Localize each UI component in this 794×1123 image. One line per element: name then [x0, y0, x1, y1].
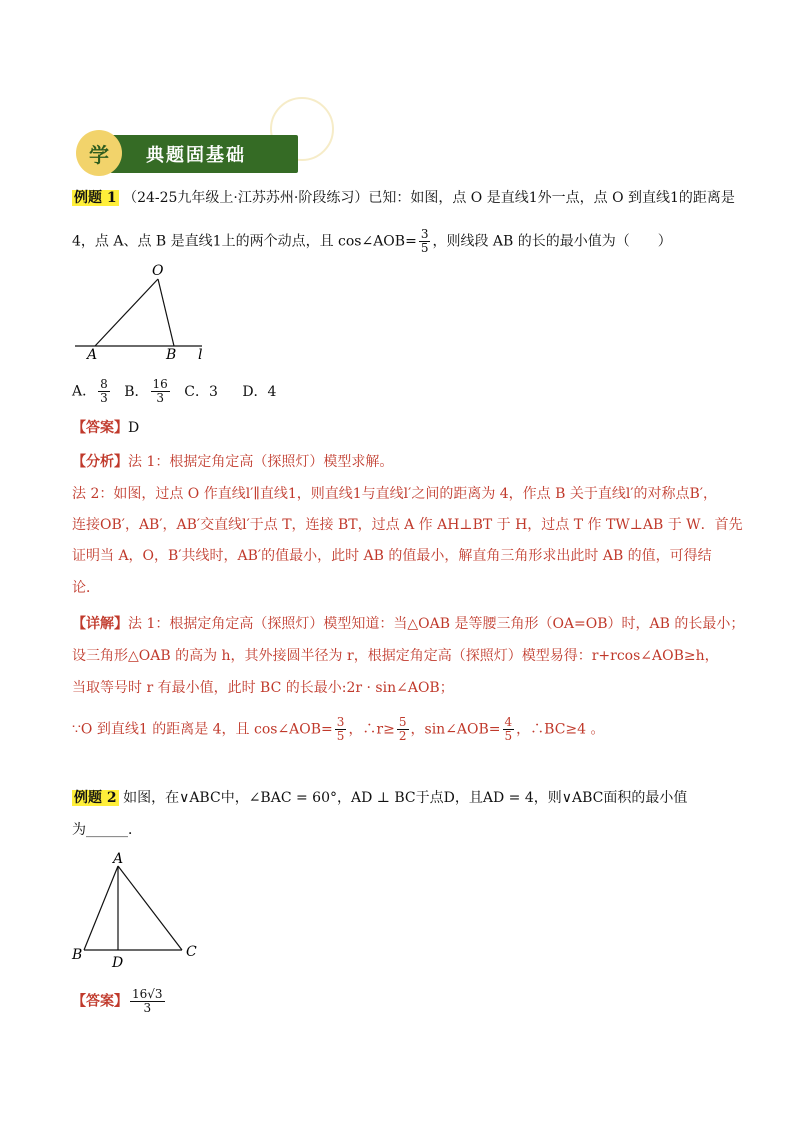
detail4-frac2 [397, 716, 409, 743]
ex1-figure [70, 262, 220, 362]
option-d: D．4 [242, 383, 277, 400]
analysis-label: 【分析】 [72, 454, 128, 470]
ex1-options [72, 378, 734, 405]
frac-num: 4 [504, 715, 513, 729]
label-B: B [72, 947, 83, 963]
label-A: A [87, 347, 98, 362]
ex1-source: （24-25九年级上·江苏苏州·阶段练习）已知：如图，点 O 是直线1外一点，点 O 到直线1的距离是 [123, 190, 735, 206]
answer-label: 【答案】 [72, 993, 128, 1010]
option-c: C．3 [184, 383, 218, 400]
frac-num: 5 [398, 715, 407, 729]
frac-den: 5 [336, 729, 345, 743]
ex1-question-line1 [72, 188, 734, 208]
ex1-analysis-5: 论． [72, 580, 100, 596]
frac-den: 5 [504, 729, 513, 743]
option-a-fraction [98, 378, 110, 405]
label-D: D [112, 955, 124, 971]
frac-den: 2 [398, 729, 407, 743]
label-l: l [198, 347, 203, 362]
detail4-c: ，sin∠AOB= [410, 721, 501, 738]
detail4-frac3 [503, 716, 515, 743]
detail4-frac1 [335, 716, 347, 743]
ex1-detail-1 [72, 614, 745, 634]
frac-den: 5 [420, 241, 429, 255]
ex1-line2-a: 4，点 A、点 B 是直线1上的两个动点，且 cos∠AOB= [72, 233, 417, 250]
segment-OB [158, 279, 174, 346]
detail4-a: ∵O 到直线1 的距离是 4，且 cos∠AOB= [72, 721, 333, 738]
ex1-tag: 例题 1 [74, 190, 117, 206]
ex1-line2-b: ，则线段 AB 的长的最小值为（ ） [432, 233, 672, 250]
section-badge-char: 学 [89, 142, 109, 167]
ex2-tag: 例题 2 [74, 790, 117, 806]
analysis-text: 法 1：根据定角定高（探照灯）模型求解。 [128, 454, 394, 470]
label-B: B [166, 347, 177, 362]
ex2-figure [68, 848, 208, 972]
ex1-analysis-1 [72, 452, 734, 472]
ex2-answer [72, 988, 734, 1015]
ex1-detail-4 [72, 716, 734, 743]
answer-fraction [130, 988, 165, 1015]
frac-den: 3 [156, 391, 164, 405]
detail4-b: ，∴r≥ [348, 721, 395, 738]
segment-OA [95, 279, 158, 346]
frac-den: 3 [100, 391, 108, 405]
option-b-fraction [151, 378, 170, 405]
detail-label: 【详解】 [72, 616, 128, 632]
ex1-detail-3: 当取等号时 r 有最小值，此时 BC 的长最小:2r · sin∠AOB； [72, 680, 454, 696]
segment-AB [84, 866, 118, 950]
answer-value: D [128, 420, 140, 436]
option-b-label: B． [124, 383, 149, 400]
ex1-fraction [419, 228, 431, 255]
label-C: C [186, 944, 197, 960]
frac-num: 16√3 [132, 987, 163, 1001]
ex1-answer [72, 418, 734, 438]
ex1-question-line2 [72, 228, 734, 255]
label-O: O [152, 263, 164, 279]
section-badge [76, 130, 122, 176]
ex1-analysis-4: 证明当 A，O，B′共线时，AB′的值最小，此时 AB 的值最小，解直角三角形求出此时 AB 的值，可得结 [72, 548, 712, 564]
frac-num: 16 [152, 377, 168, 391]
frac-num: 3 [336, 715, 345, 729]
segment-AC [118, 866, 182, 950]
ex1-detail-2: 设三角形△OAB 的高为 h，其外接圆半径为 r，根据定角定高（探照灯）模型易得：r+rcos∠AOB≥h， [72, 648, 719, 664]
frac-num: 8 [100, 377, 108, 391]
section-title-bar [110, 135, 298, 173]
answer-label: 【答案】 [72, 420, 128, 436]
option-a-label: A． [72, 383, 97, 400]
detail4-d: ，∴BC≥4 。 [516, 721, 605, 738]
ex1-analysis-2: 法 2：如图，过点 O 作直线l′∥直线1，则直线1与直线l′之间的距离为 4，作点 B 关于直线l′的对称点B′， [72, 486, 717, 502]
label-A: A [113, 851, 124, 867]
ex2-question-line2: 为______． [72, 822, 142, 838]
ex1-analysis-3: 连接OB′，AB′，AB′交直线l′于点 T，连接 BT，过点 A 作 AH⊥BT 于 H，过点 T 作 TW⊥AB 于 W．首先 [72, 517, 743, 533]
section-title: 典题固基础 [146, 145, 246, 166]
ex2-text1: 如图，在∨ABC中，∠BAC = 60°，AD ⊥ BC于点D，且AD = 4，则∨ABC面积的最小值 [123, 790, 688, 806]
frac-num: 3 [420, 227, 429, 241]
detail-text: 法 1：根据定角定高（探照灯）模型知道：当△OAB 是等腰三角形（OA=OB）时，AB 的长最小； [128, 616, 745, 632]
frac-den: 3 [143, 1001, 152, 1015]
ex2-question-line1 [72, 788, 734, 808]
